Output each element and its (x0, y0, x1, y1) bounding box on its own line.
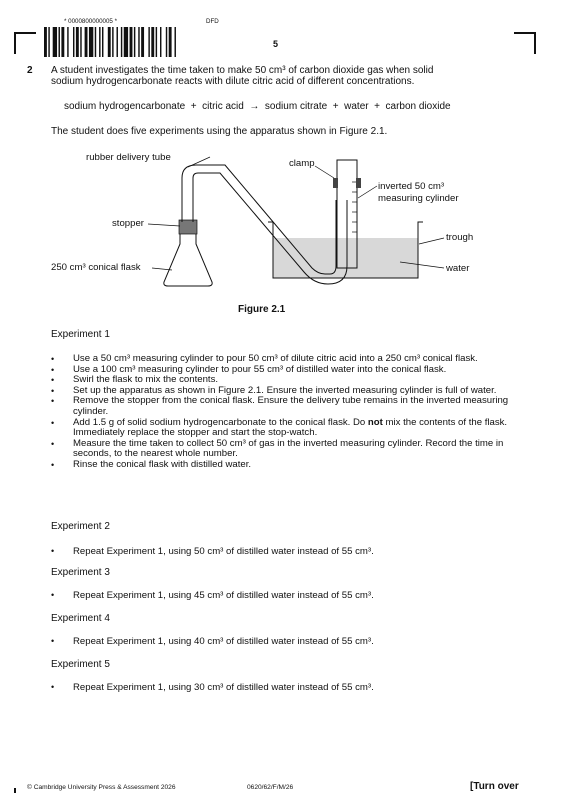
page-number: 5 (273, 39, 279, 49)
apparatus-diagram (0, 140, 572, 300)
experiment-4-heading: Experiment 4 (51, 613, 110, 624)
barcode-bar (151, 27, 154, 57)
turn-over: [Turn over (470, 781, 519, 792)
leader-clamp (315, 166, 334, 178)
barcode-bar (89, 27, 93, 57)
barcode-bar (156, 27, 157, 57)
stopper (179, 220, 197, 234)
label-cylinder-1: inverted 50 cm³ (378, 181, 445, 192)
word-equation: sodium hydrogencarbonate + citric acid → sodium citrate + water + carbon dioxide (64, 101, 451, 112)
crop-mark-top-left-v (14, 32, 16, 54)
barcode (44, 27, 226, 57)
intro-line-2: sodium hydrogencarbonate reacts with dilute citric acid of different concentrations. (51, 76, 415, 87)
barcode-bar (160, 27, 161, 57)
barcode-bar (85, 27, 88, 57)
barcode-bar (169, 27, 172, 57)
label-trough: trough (446, 232, 474, 243)
barcode-bar (166, 27, 167, 57)
apparatus-sentence: The student does five experiments using the apparatus shown in Figure 2.1. (51, 126, 388, 137)
label-flask: 250 cm³ conical flask (51, 262, 141, 273)
barcode-bar (141, 27, 144, 57)
leader-trough (419, 238, 444, 244)
list-item: • Set up the apparatus as shown in Figure 2.1. Ensure the inverted measuring cylinder is full of water. (51, 386, 531, 397)
experiment-1-heading: Experiment 1 (51, 329, 110, 340)
list-item: • Add 1.5 g of solid sodium hydrogencarbonate to the conical flask. Do not mix the contents of the flask. Immediately replace the stopper and start the stop-watch. (51, 418, 531, 439)
barcode-bar (112, 27, 113, 57)
label-cylinder-2: measuring cylinder (378, 193, 459, 204)
barcode-bar (95, 27, 96, 57)
barcode-bar (59, 27, 60, 57)
experiment-3-heading: Experiment 3 (51, 567, 110, 578)
barcode-bar (67, 27, 68, 57)
barcode-bar (108, 27, 111, 57)
barcode-bar (99, 27, 100, 57)
experiment-1-steps (51, 354, 531, 471)
crop-mark-top-right-h (514, 32, 536, 34)
label-clamp: clamp (289, 158, 315, 169)
barcode-bar (102, 27, 103, 57)
barcode-bar (80, 27, 81, 57)
list-item: • Use a 50 cm³ measuring cylinder to pour 50 cm³ of dilute citric acid into a 250 cm³ conical flask. (51, 354, 531, 365)
footer-copyright: © Cambridge University Press & Assessment 2026 (27, 784, 176, 791)
experiment-5-heading: Experiment 5 (51, 659, 110, 670)
barcode-bar (48, 27, 49, 57)
list-item: • Swirl the flask to mix the contents. (51, 375, 531, 386)
barcode-bar (148, 27, 149, 57)
barcode-bar (134, 27, 135, 57)
experiment-3-step: • Repeat Experiment 1, using 45 cm³ of distilled water instead of 55 cm³. (51, 590, 553, 601)
figure-caption: Figure 2.1 (238, 304, 286, 315)
list-item: • Rinse the conical flask with distilled water. (51, 460, 531, 471)
list-item: • Use a 100 cm³ measuring cylinder to pour 55 cm³ of distilled water into the conical flask. (51, 365, 531, 376)
barcode-bar (175, 27, 176, 57)
experiment-5-step: • Repeat Experiment 1, using 30 cm³ of distilled water instead of 55 cm³. (51, 682, 553, 693)
dfd-label: DFD (206, 18, 219, 25)
crop-mark-top-right-v (534, 32, 536, 54)
barcode-bar (61, 27, 64, 57)
list-item: • Remove the stopper from the conical flask. Ensure the delivery tube remains in the inverted measuring cylinder. (51, 396, 531, 417)
clamp-left (333, 178, 338, 188)
label-delivery-tube: rubber delivery tube (86, 152, 171, 163)
barcode-bar (124, 27, 128, 57)
barcode-bar (117, 27, 118, 57)
experiment-4-step: • Repeat Experiment 1, using 40 cm³ of distilled water instead of 55 cm³. (51, 636, 553, 647)
question-number: 2 (27, 65, 33, 76)
crop-mark-top-left-h (14, 32, 36, 34)
experiment-2-step: • Repeat Experiment 1, using 50 cm³ of distilled water instead of 55 cm³. (51, 546, 553, 557)
list-item: • Measure the time taken to collect 50 cm³ of gas in the inverted measuring cylinder. Record the time in seconds, to the nearest whole number. (51, 439, 531, 460)
barcode-bar (44, 27, 47, 57)
intro-line-1: A student investigates the time taken to make 50 cm³ of carbon dioxide gas when solid (51, 65, 434, 76)
footer-code: 0620/62/F/M/26 (247, 784, 294, 791)
label-water: water (446, 263, 470, 274)
barcode-bar (121, 27, 122, 57)
leader-stopper (148, 224, 180, 226)
barcode-bar (53, 27, 57, 57)
barcode-bar (130, 27, 133, 57)
conical-flask (164, 232, 212, 286)
experiment-2-heading: Experiment 2 (51, 521, 110, 532)
label-stopper: stopper (112, 218, 144, 229)
barcode-bar (73, 27, 74, 57)
barcode-bar (76, 27, 79, 57)
clamp-right (356, 178, 361, 188)
footer-mark (14, 788, 16, 793)
barcode-bar (138, 27, 139, 57)
barcode-number: * 0000800000005 * (64, 18, 117, 25)
